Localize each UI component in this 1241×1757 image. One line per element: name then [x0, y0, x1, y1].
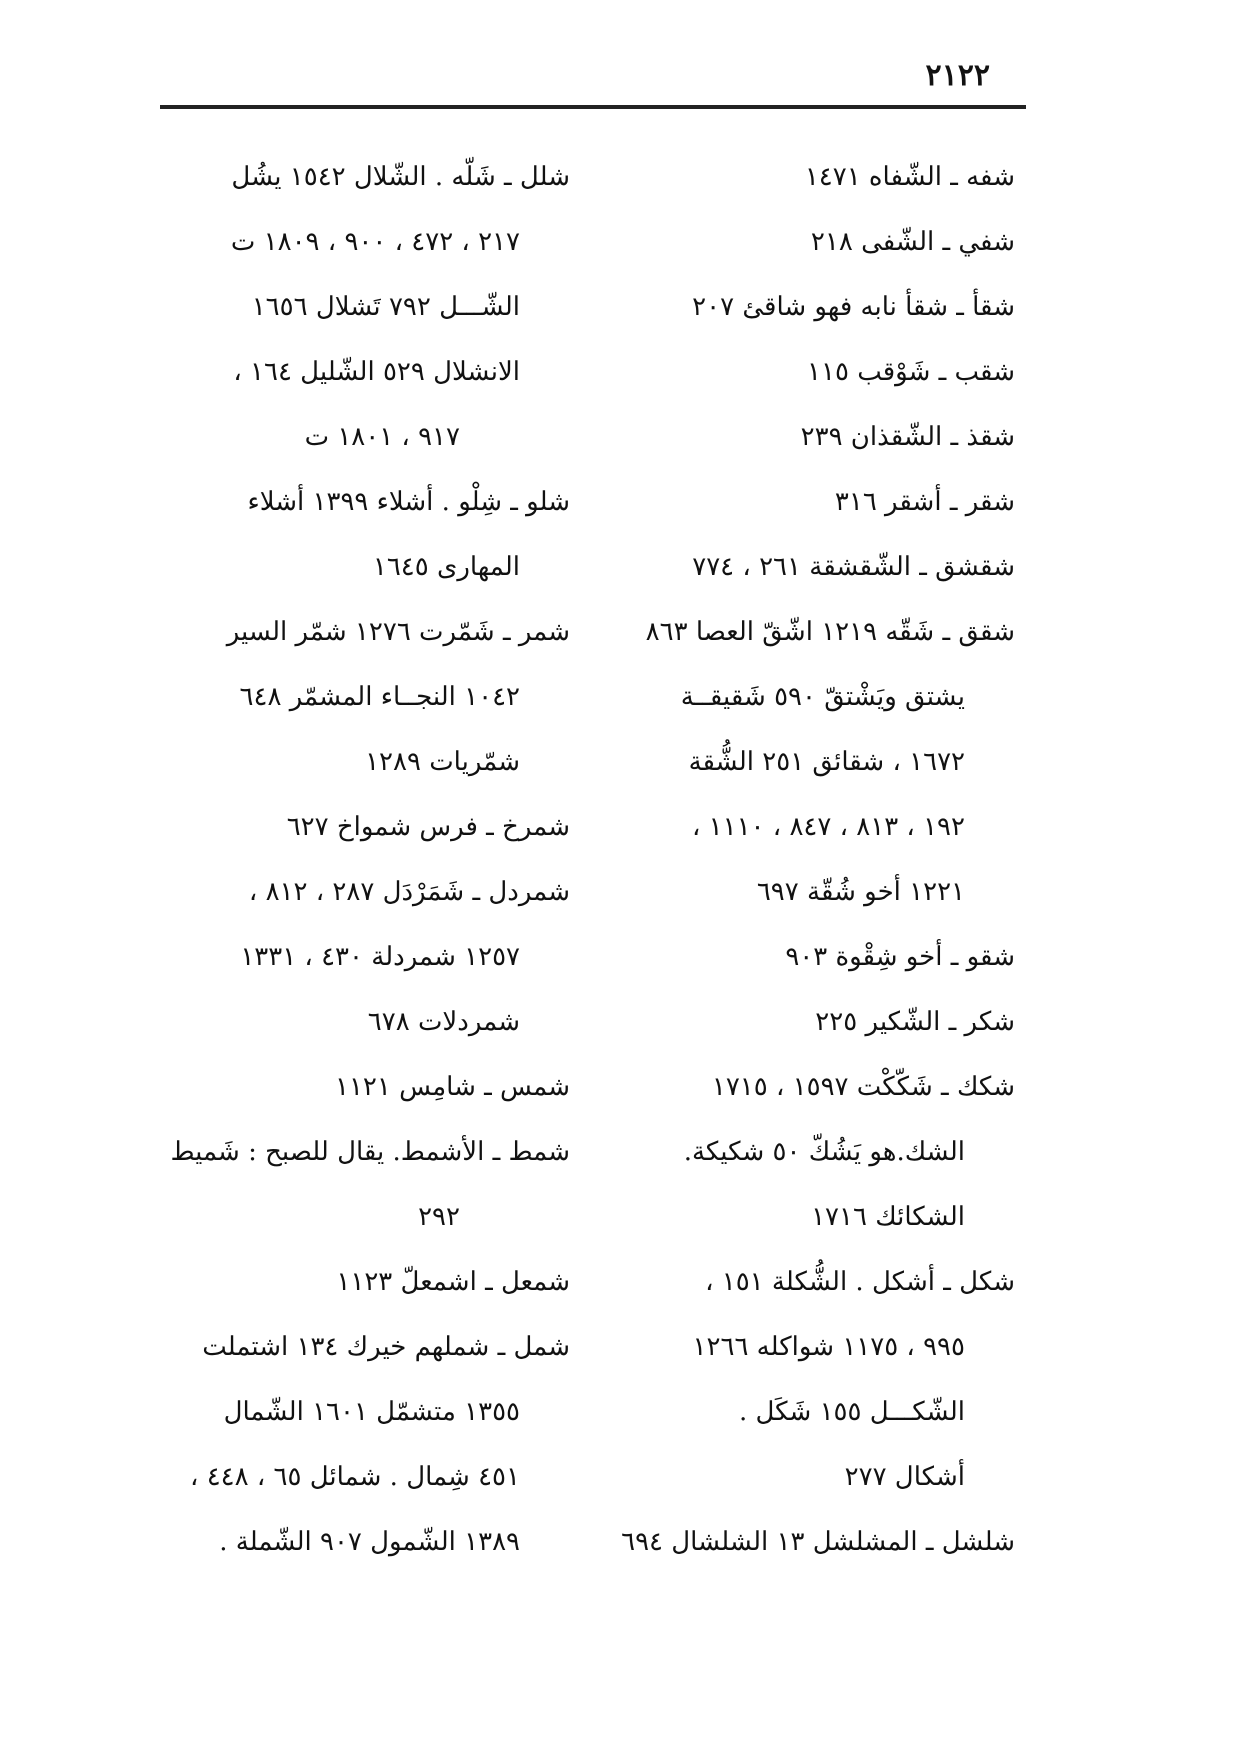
index-entry-line: الشّـــل ٧٩٢ تَشلال ١٦٥٦ — [251, 292, 520, 322]
index-entry-line: شفي ـ الشّفى ٢١٨ — [810, 227, 1015, 257]
index-entry-line: شمل ـ شملهم خيرك ١٣٤ اشتملت — [202, 1332, 570, 1362]
index-entry-line: شمعل ـ اشمعلّ ١١٢٣ — [336, 1267, 570, 1297]
index-entry-line: شمس ـ شامِس ١١٢١ — [334, 1072, 570, 1102]
index-entry-line: الشكائك ١٧١٦ — [811, 1202, 965, 1232]
index-entry-line: المهارى ١٦٤٥ — [372, 552, 520, 582]
index-entry-line: شمردل ـ شَمَرْدَل ٢٨٧ ، ٨١٢ ، — [248, 877, 570, 907]
index-entry-line: ٩٩٥ ، ١١٧٥ شواكله ١٢٦٦ — [692, 1332, 965, 1362]
index-entry-line: شلشل ـ المشلشل ١٣ الشلشال ٦٩٤ — [621, 1527, 1015, 1557]
index-entry-line: ٢١٧ ، ٤٧٢ ، ٩٠٠ ، ١٨٠٩ ت — [230, 227, 520, 257]
index-entry-line: شقق ـ شَقّه ١٢١٩ اشّقّ العصا ٨٦٣ — [645, 617, 1015, 647]
index-entry-line: شقو ـ أخو شِقْوة ٩٠٣ — [785, 942, 1015, 972]
index-entry-line: ١٣٨٩ الشّمول ٩٠٧ الشّملة . — [219, 1527, 520, 1557]
index-entry-line: شقر ـ أشقر ٣١٦ — [834, 487, 1015, 517]
index-entry-line: شمرخ ـ فرس شمواخ ٦٢٧ — [286, 812, 570, 842]
index-entry-line: شقشق ـ الشّقشقة ٢٦١ ، ٧٧٤ — [692, 552, 1015, 582]
index-entry-line: شفه ـ الشّفاه ١٤٧١ — [804, 162, 1015, 192]
index-column-right — [610, 152, 1015, 1582]
index-entry-line: شمط ـ الأشمط. يقال للصبح : شَميط — [170, 1137, 570, 1167]
index-entry-line: شقذ ـ الشّقذان ٢٣٩ — [800, 422, 1015, 452]
index-entry-line: شلل ـ شَلّه . الشّلال ١٥٤٢ يشُل — [231, 162, 570, 192]
index-entry-line: ١٣٥٥ متشمّل ١٦٠١ الشّمال — [223, 1397, 520, 1427]
index-entry-line: شلو ـ شِلْو . أشلاء ١٣٩٩ أشلاء — [247, 487, 570, 517]
index-entry-line: ٩١٧ ، ١٨٠١ ت — [304, 422, 460, 452]
index-entry-line: شمر ـ شَمّرت ١٢٧٦ شمّر السير — [226, 617, 570, 647]
index-entry-line: ١٩٢ ، ٨١٣ ، ٨٤٧ ، ١١١٠ ، — [692, 812, 965, 842]
index-entry-line: ١٠٤٢ النجــاء المشمّر ٦٤٨ — [239, 682, 520, 712]
index-entry-line: ١٦٧٢ ، شقائق ٢٥١ الشُّقة — [688, 747, 965, 777]
index-entry-line: الشّكـــل ١٥٥ شَكَل . — [738, 1397, 965, 1427]
index-entry-line: أشكال ٢٧٧ — [844, 1462, 965, 1492]
index-entry-line: ١٢٢١ أخو شُقّة ٦٩٧ — [756, 877, 965, 907]
index-entry-line: شكل ـ أشكل . الشُّكلة ١٥١ ، — [705, 1267, 1015, 1297]
index-entry-line: شكك ـ شَكّكْت ١٥٩٧ ، ١٧١٥ — [711, 1072, 1015, 1102]
index-entry-line: شمّريات ١٢٨٩ — [365, 747, 520, 777]
index-entry-line: شقب ـ شَوْقب ١١٥ — [807, 357, 1015, 387]
index-entry-line: ١٢٥٧ شمردلة ٤٣٠ ، ١٣٣١ — [240, 942, 520, 972]
index-entry-line: الشك.هو يَشُكّ ٥٠ شكيكة. — [683, 1137, 965, 1167]
index-entry-line: شمردلات ٦٧٨ — [367, 1007, 520, 1037]
index-entry-line: يشتق ويَشْتقّ ٥٩٠ شَقيقــة — [680, 682, 965, 712]
index-entry-line: شقأ ـ شقأ نابه فهو شاقئ ٢٠٧ — [692, 292, 1015, 322]
index-column-left — [170, 152, 570, 1582]
index-entry-line: ٤٥١ شِمال . شمائل ٦٥ ، ٤٤٨ ، — [190, 1462, 520, 1492]
index-entry-line: الانشلال ٥٢٩ الشّليل ١٦٤ ، — [233, 357, 520, 387]
index-entry-line: شكر ـ الشّكير ٢٢٥ — [815, 1007, 1015, 1037]
header-rule — [160, 105, 1026, 109]
page-number: ٢١٢٢ — [925, 58, 990, 93]
index-entry-line: ٢٩٢ — [418, 1202, 460, 1232]
